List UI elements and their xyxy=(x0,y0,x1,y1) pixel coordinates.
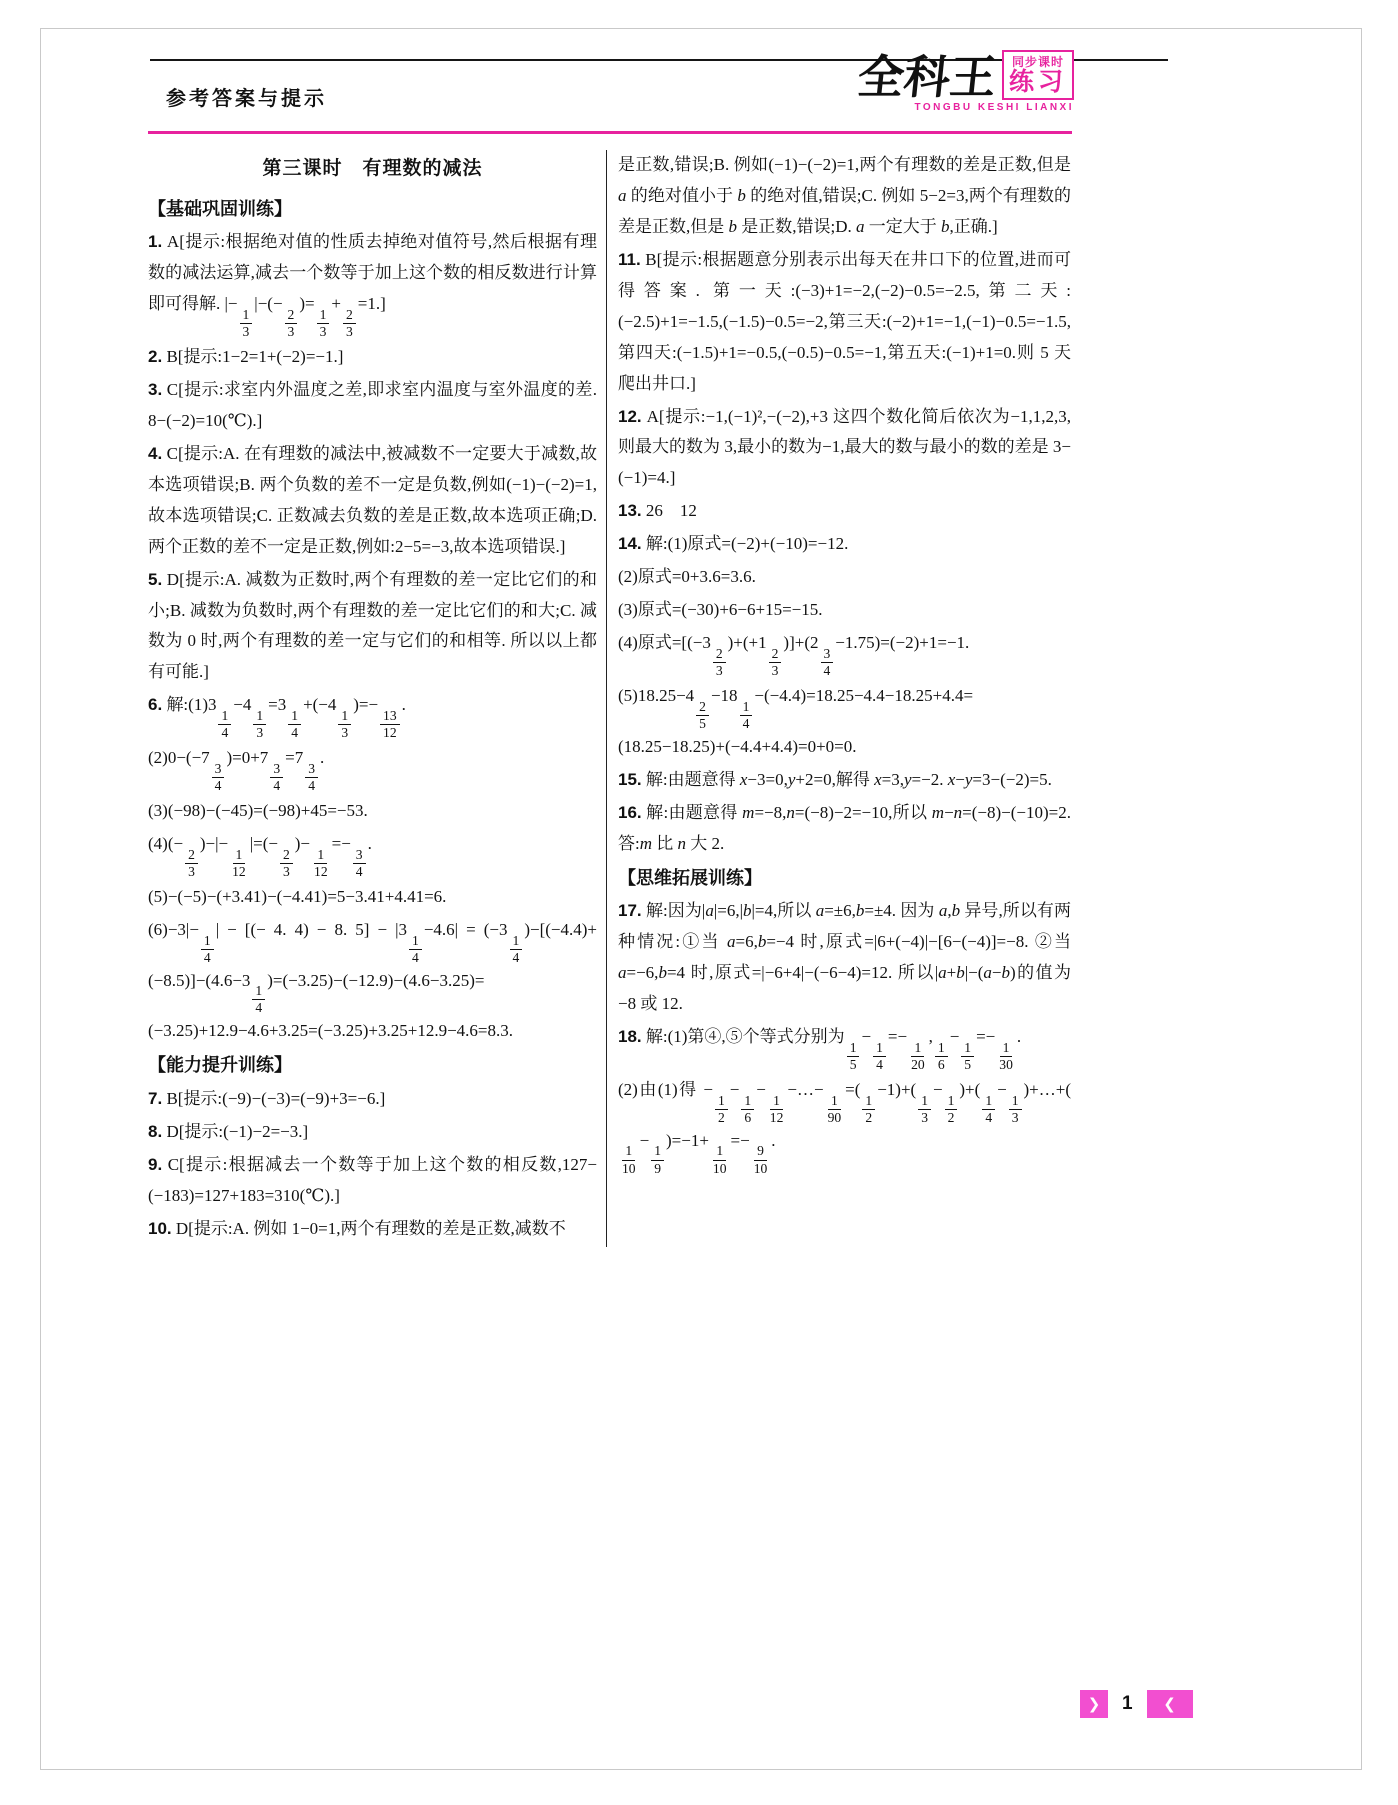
section-header: 【基础巩固训练】 xyxy=(148,198,292,219)
answer-text: 16. 解:由题意得 m=−8,n=(−8)−2=−10,所以 m−n=(−8)−(−10)=2. 答:m 比 n 大 2. xyxy=(618,802,1071,853)
answer-text: 6. 解:(1)3 $\frac{1}{4}$ −4 $\frac{1}{3}$ =3 $\frac{1}{4}$ +(−4 $\frac{1}{3}$ )=− $\frac{13}{12}$ . xyxy=(148,695,406,741)
answer-text: (5)18.25−4 $\frac{2}{5}$ −18 $\frac{1}{4}$ −(−4.4)=18.25−4.4−18.25+4.4=(18.25−18.25)+(−4.4+4.4)=0+0=0. xyxy=(618,685,974,756)
logo-subtitle: TONGBU KESHI LIANXI xyxy=(914,102,1074,114)
page-heading: 参考答案与提示 xyxy=(166,88,327,110)
answer-text: 11. B[提示:根据题意分别表示出每天在井口下的位置,进而可得答案. 第一天:(−3)+1=−2,(−2)−0.5=−2.5,第二天:(−2.5)+1=−1.5,(−1.5)−0.5=−2,第三天:(−2)+1=−1,(−1)−0.5=−1.5,第四天:(−1.5)+1=−0.5,(−0.5)−0.5=−1,第五天:(−1)+1=0.则 5 天爬出井口.] xyxy=(618,249,1071,393)
answer-text: 17. 解:因为|a|=6,|b|=4,所以 a=±6,b=±4. 因为 a,b 异号,所以有两种情况:①当 a=6,b=−4 时,原式=|6+(−4)|−[6−(−4)]=−8. ②当 a=−6,b=4 时,原式=|−6+4|−(−6−4)=12. 所以|a+b|−(a−b)的值为−8 或 12. xyxy=(618,901,1071,1014)
answer-text: 是正数,错误;B. 例如(−1)−(−2)=1,两个有理数的差是正数,但是 a 的绝对值小于 b 的绝对值,错误;C. 例如 5−2=3,两个有理数的差是正数,但是 b 是正数,错误;D. a 一定大于 b,正确.] xyxy=(618,155,1071,236)
answer-text: (4)(− $\frac{2}{3}$ )−|− $\frac{1}{12}$ |=(− $\frac{2}{3}$ )− $\frac{1}{12}$ =− $\frac{3}{4}$ . xyxy=(148,833,372,879)
answer-text: 13. 26 12 xyxy=(618,501,697,521)
answer-columns xyxy=(148,150,1080,1247)
page-number: 1 xyxy=(1122,1693,1133,1714)
right-column xyxy=(607,150,1071,1247)
left-column xyxy=(148,150,606,1247)
answer-text: 4. C[提示:A. 在有理数的减法中,被减数不一定要大于减数,故本选项错误;B. 两个负数的差不一定是负数,例如(−1)−(−2)=1,故本选项错误;C. 正数减去负数的差是正数,故本选项正确;D. 两个正数的差不一定是正数,例如:2−5=−3,故本选项错误.] xyxy=(148,443,597,556)
lesson-title: 第三课时 有理数的减法 xyxy=(262,158,483,179)
answer-text: (2)0−(−7 $\frac{3}{4}$ )=0+7 $\frac{3}{4}$ =7 $\frac{3}{4}$ . xyxy=(148,748,325,794)
answer-text: (3)(−98)−(−45)=(−98)+45=−53. xyxy=(148,801,368,821)
logo-tagline-bottom: 练习 xyxy=(1008,69,1067,96)
answer-text: 8. D[提示:(−1)−2=−3.] xyxy=(148,1122,309,1142)
answer-text: 18. 解:(1)第④,⑤个等式分别为 $\frac{1}{5}$ − $\frac{1}{4}$ =− $\frac{1}{20}$ , $\frac{1}{6}$ − $\frac{1}{5}$ =− $\frac{1}{30}$ . xyxy=(618,1027,1022,1072)
answer-text: (4)原式=[(−3 $\frac{2}{3}$ )+(+1 $\frac{2}{3}$ )]+(2 $\frac{3}{4}$ −1.75)=(−2)+1=−1. xyxy=(618,633,970,678)
answer-text: 3. C[提示:求室内外温度之差,即求室内温度与室外温度的差. 8−(−2)=10(℃).] xyxy=(148,379,597,430)
next-page-icon: ❯ xyxy=(1080,1690,1108,1718)
answer-text: (6)−3|− $\frac{1}{4}$ | − [(− 4. 4) − 8. 5] − |3 $\frac{1}{4}$ −4.6| = (−3 $\frac{1}{4}$ )−[(−4.4)+(−8.5)]−(4.6−3 $\frac{1}{4}$ )=(−3.25)−(−12.9)−(4.6−3.25)=(−3.25)+12.9−4.6+3.25=(−3.25)+3.25+12.9−4.6=8.3. xyxy=(148,919,597,1041)
answer-text: 9. C[提示:根据减去一个数等于加上这个数的相反数,127−(−183)=127+183=310(℃).] xyxy=(148,1155,597,1205)
answer-text: (2)原式=0+3.6=3.6. xyxy=(618,567,756,587)
brand-logo xyxy=(820,50,1074,113)
logo-tag-box xyxy=(1002,50,1074,100)
prev-page-icon: ❮ xyxy=(1147,1690,1193,1718)
answer-text: (3)原式=(−30)+6−6+15=−15. xyxy=(618,600,823,620)
page-footer xyxy=(1080,1690,1193,1718)
answer-text: 7. B[提示:(−9)−(−3)=(−9)+3=−6.] xyxy=(148,1089,386,1109)
brand-name: 全科王 xyxy=(855,50,999,105)
answer-text: 5. D[提示:A. 减数为正数时,两个有理数的差一定比它们的和小;B. 减数为负数时,两个有理数的差一定比它们的和大;C. 减数为 0 时,两个有理数的差一定与它们的和相等. 所以以上都有可能.] xyxy=(148,569,597,682)
answer-text: 10. D[提示:A. 例如 1−0=1,两个有理数的差是正数,减数不 xyxy=(148,1218,566,1238)
header-rule xyxy=(148,131,1072,134)
section-header: 【能力提升训练】 xyxy=(148,1055,292,1076)
logo-tagline-top: 同步课时 xyxy=(1011,55,1064,69)
answer-text: 12. A[提示:−1,(−1)²,−(−2),+3 这四个数化简后依次为−1,1,2,3,则最大的数为 3,最小的数为−1,最大的数与最小的数的差是 3−(−1)=4.] xyxy=(618,406,1071,488)
answer-text: 14. 解:(1)原式=(−2)+(−10)=−12. xyxy=(618,534,849,554)
answer-text: 15. 解:由题意得 x−3=0,y+2=0,解得 x=3,y=−2. x−y=3−(−2)=5. xyxy=(618,769,1052,789)
answer-text: 1. A[提示:根据绝对值的性质去掉绝对值符号,然后根据有理数的减法运算,减去一个数等于加上这个数的相反数进行计算即可得解. |− $\frac{1}{3}$ |−(− $\frac{2}{3}$ )= $\frac{1}{3}$ + $\frac{2}{3}$ =1.] xyxy=(148,232,597,340)
section-header: 【思维拓展训练】 xyxy=(618,867,762,888)
answer-text: 2. B[提示:1−2=1+(−2)=−1.] xyxy=(148,347,344,367)
answer-text: (5)−(−5)−(+3.41)−(−4.41)=5−3.41+4.41=6. xyxy=(148,886,447,906)
answer-text: (2)由(1)得 − $\frac{1}{2}$ − $\frac{1}{6}$ − $\frac{1}{12}$ −…− $\frac{1}{90}$ =( $\frac{1}{2}$ −1)+( $\frac{1}{3}$ − $\frac{1}{2}$ )+( $\frac{1}{4}$ − $\frac{1}{3}$ )+…+( $\frac{1}{10}$ − $\frac{1}{9}$ )=−1+ $\frac{1}{10}$ =− $\frac{9}{10}$ . xyxy=(618,1079,1071,1176)
